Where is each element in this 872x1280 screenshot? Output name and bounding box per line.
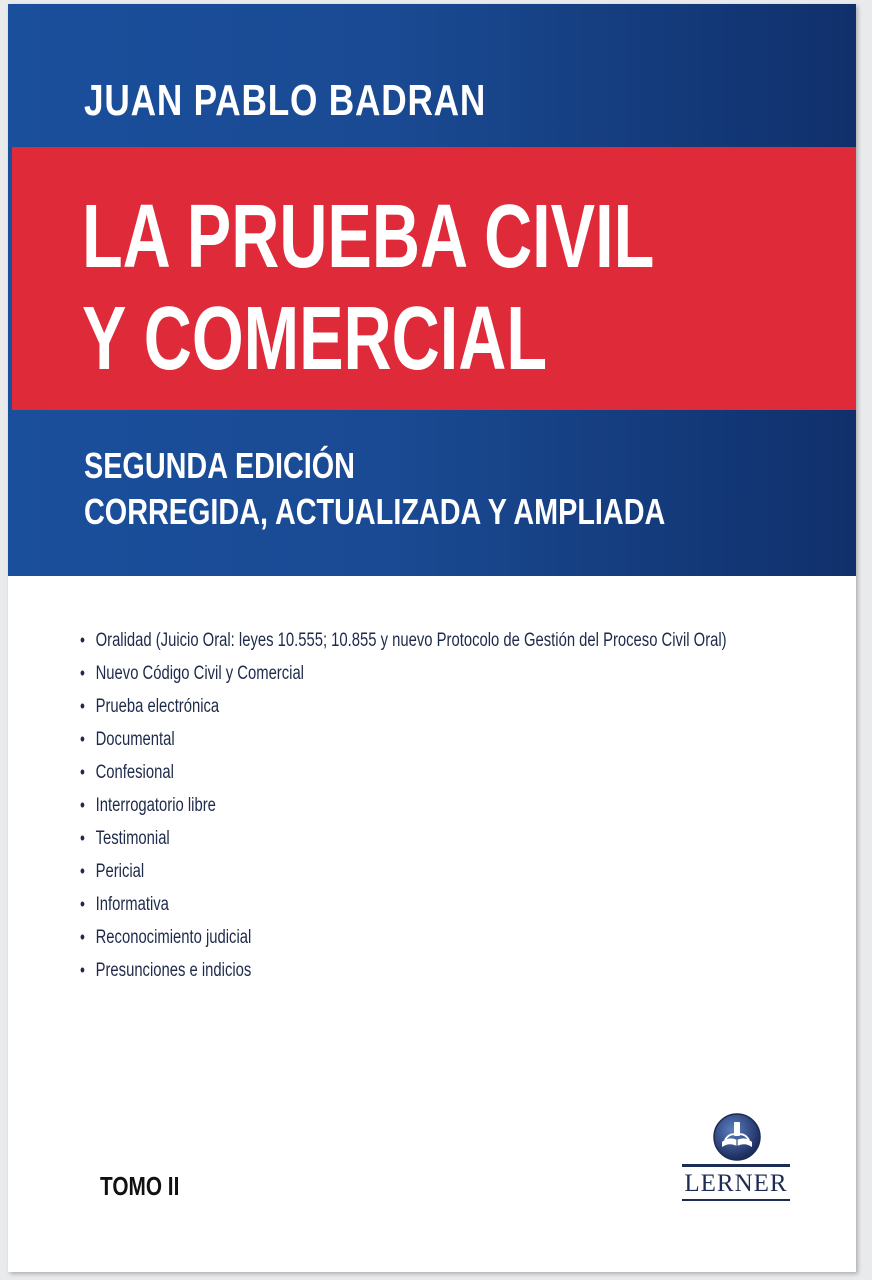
edition-line-2: CORREGIDA, ACTUALIZADA Y AMPLIADA	[84, 491, 666, 532]
bullet-icon: •	[80, 795, 85, 815]
bullet-icon: •	[80, 762, 85, 782]
edition-line-1: SEGUNDA EDICIÓN	[84, 445, 355, 486]
author-name: JUAN PABLO BADRAN	[84, 76, 487, 125]
bullet-icon: •	[80, 729, 85, 749]
bullet-icon: •	[80, 927, 85, 947]
topic-text: Prueba electrónica	[95, 696, 220, 717]
publisher-logo	[680, 1112, 792, 1202]
book-cover	[8, 4, 856, 1272]
bullet-icon: •	[80, 663, 85, 683]
book-title-line-2: Y COMERCIAL	[82, 289, 547, 389]
topic-item	[80, 954, 727, 987]
topic-item	[80, 723, 727, 756]
topic-text: Reconocimiento judicial	[95, 927, 252, 948]
book-title-line-1: LA PRUEBA CIVIL	[82, 187, 655, 287]
logo-rule-top	[682, 1164, 790, 1167]
topic-text: Nuevo Código Civil y Comercial	[95, 663, 304, 684]
topic-item	[80, 657, 727, 690]
bullet-icon: •	[80, 861, 85, 881]
topic-text: Presunciones e indicios	[95, 960, 252, 981]
volume-label: TOMO II	[100, 1171, 180, 1201]
bullet-icon: •	[80, 960, 85, 980]
topic-text: Oralidad (Juicio Oral: leyes 10.555; 10.855 y nuevo Protocolo de Gestión del Proceso Civil Oral)	[95, 630, 727, 651]
topic-item	[80, 921, 727, 954]
bullet-icon: •	[80, 696, 85, 716]
book-globe-icon	[712, 1112, 762, 1162]
topic-text: Confesional	[95, 762, 174, 783]
bullet-icon: •	[80, 894, 85, 914]
topic-text: Interrogatorio libre	[95, 795, 216, 816]
topic-item	[80, 690, 727, 723]
topic-item	[80, 756, 727, 789]
topic-item	[80, 624, 727, 657]
topic-text: Documental	[95, 729, 175, 750]
topic-text: Pericial	[95, 861, 145, 882]
topic-text: Informativa	[95, 894, 169, 915]
topic-item	[80, 855, 727, 888]
topic-item	[80, 789, 727, 822]
bullet-icon: •	[80, 630, 85, 650]
topic-list	[80, 624, 856, 987]
topic-item	[80, 888, 727, 921]
topic-text: Testimonial	[95, 828, 170, 849]
topic-item	[80, 822, 727, 855]
publisher-name: LERNER	[684, 1170, 788, 1197]
logo-rule-bottom	[682, 1199, 790, 1201]
bullet-icon: •	[80, 828, 85, 848]
